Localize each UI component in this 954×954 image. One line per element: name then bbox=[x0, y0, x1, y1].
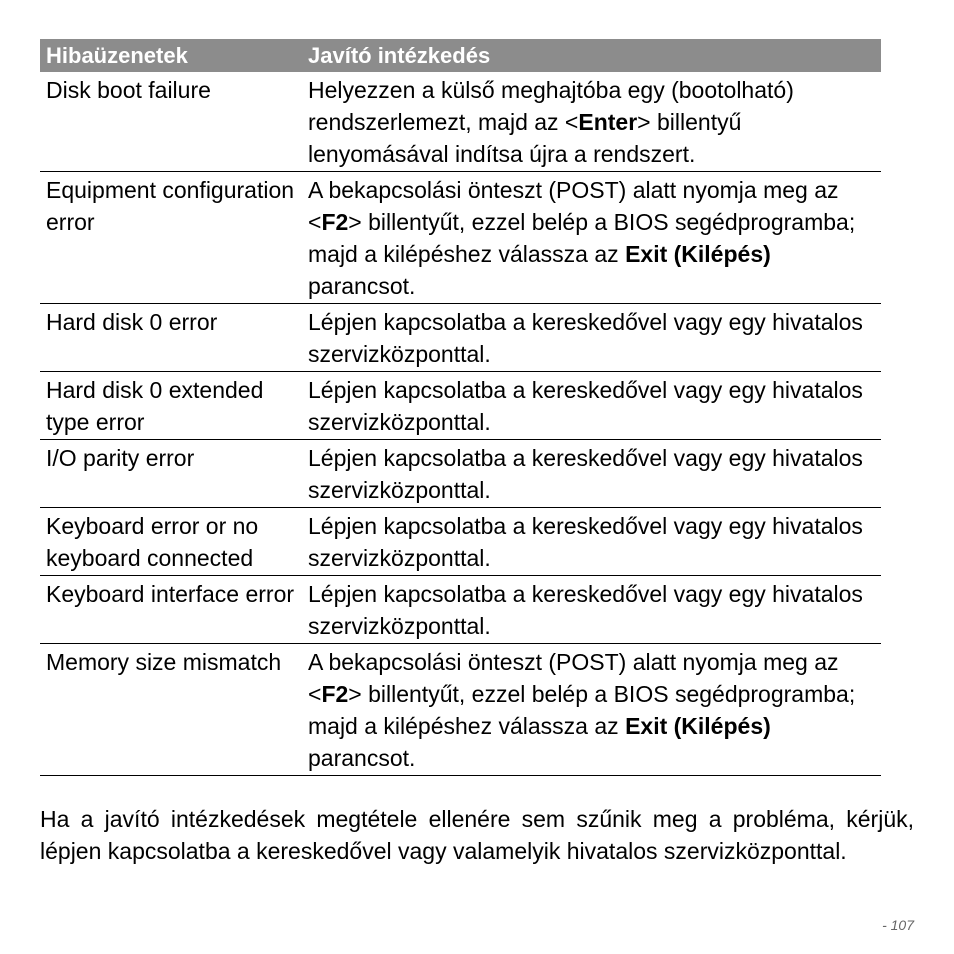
footer-paragraph: Ha a javító intézkedések megtétele ellenére sem szűnik meg a probléma, kérjük, lépjen kapcsolatba a kereskedővel vagy valamelyik hivatalos szervizközponttal. bbox=[40, 806, 914, 864]
error-message-cell: I/O parity error bbox=[40, 440, 302, 508]
action-emphasis: F2 bbox=[321, 209, 349, 235]
table-row bbox=[40, 72, 881, 172]
action-text: Helyezzen a külső meghajtóba egy (bootolható) rendszerlemezt, majd az < bbox=[308, 77, 794, 135]
action-text: Lépjen kapcsolatba a kereskedővel vagy egy hivatalos szervizközponttal. bbox=[308, 445, 863, 503]
action-text: > billentyűt, ezzel belép a BIOS segédprogramba; majd a kilépéshez válassza az bbox=[308, 209, 856, 267]
corrective-action-cell bbox=[302, 576, 881, 644]
corrective-action-cell bbox=[302, 508, 881, 576]
table-header-row bbox=[40, 39, 881, 72]
table-row bbox=[40, 440, 881, 508]
table-row bbox=[40, 372, 881, 440]
action-text: Lépjen kapcsolatba a kereskedővel vagy egy hivatalos szervizközponttal. bbox=[308, 581, 863, 639]
action-emphasis: Exit (Kilépés) bbox=[625, 241, 771, 267]
error-message-cell: Hard disk 0 extended type error bbox=[40, 372, 302, 440]
action-text: Lépjen kapcsolatba a kereskedővel vagy egy hivatalos szervizközponttal. bbox=[308, 513, 863, 571]
table-row bbox=[40, 644, 881, 776]
corrective-action-cell bbox=[302, 304, 881, 372]
action-text: Lépjen kapcsolatba a kereskedővel vagy egy hivatalos szervizközponttal. bbox=[308, 309, 863, 367]
action-text: Lépjen kapcsolatba a kereskedővel vagy egy hivatalos szervizközponttal. bbox=[308, 377, 863, 435]
corrective-action-cell bbox=[302, 372, 881, 440]
table-row bbox=[40, 172, 881, 304]
table-row bbox=[40, 304, 881, 372]
action-emphasis: F2 bbox=[321, 681, 349, 707]
table-row bbox=[40, 576, 881, 644]
column-header-error-messages: Hibaüzenetek bbox=[40, 39, 302, 72]
corrective-action-cell bbox=[302, 440, 881, 508]
action-emphasis: Exit (Kilépés) bbox=[625, 713, 771, 739]
error-message-cell: Keyboard interface error bbox=[40, 576, 302, 644]
table-body bbox=[40, 72, 881, 776]
action-text: parancsot. bbox=[308, 745, 416, 771]
action-text: > billentyű lenyomásával indítsa újra a rendszert. bbox=[308, 109, 742, 167]
corrective-action-cell bbox=[302, 644, 881, 776]
error-message-cell: Disk boot failure bbox=[40, 72, 302, 172]
action-text: parancsot. bbox=[308, 273, 416, 299]
table-row bbox=[40, 508, 881, 576]
corrective-action-cell bbox=[302, 172, 881, 304]
page-number: - 107 bbox=[882, 917, 914, 933]
action-text: A bekapcsolási önteszt (POST) alatt nyomja meg az < bbox=[308, 649, 839, 707]
action-emphasis: Enter bbox=[578, 109, 638, 135]
error-message-cell: Hard disk 0 error bbox=[40, 304, 302, 372]
column-header-corrective-action: Javító intézkedés bbox=[302, 39, 881, 72]
error-message-cell: Memory size mismatch bbox=[40, 644, 302, 776]
corrective-action-cell bbox=[302, 72, 881, 172]
action-text: A bekapcsolási önteszt (POST) alatt nyomja meg az < bbox=[308, 177, 839, 235]
error-message-cell: Equipment configuration error bbox=[40, 172, 302, 304]
error-message-table bbox=[40, 39, 881, 776]
action-text: > billentyűt, ezzel belép a BIOS segédprogramba; majd a kilépéshez válassza az bbox=[308, 681, 856, 739]
error-message-cell: Keyboard error or no keyboard connected bbox=[40, 508, 302, 576]
